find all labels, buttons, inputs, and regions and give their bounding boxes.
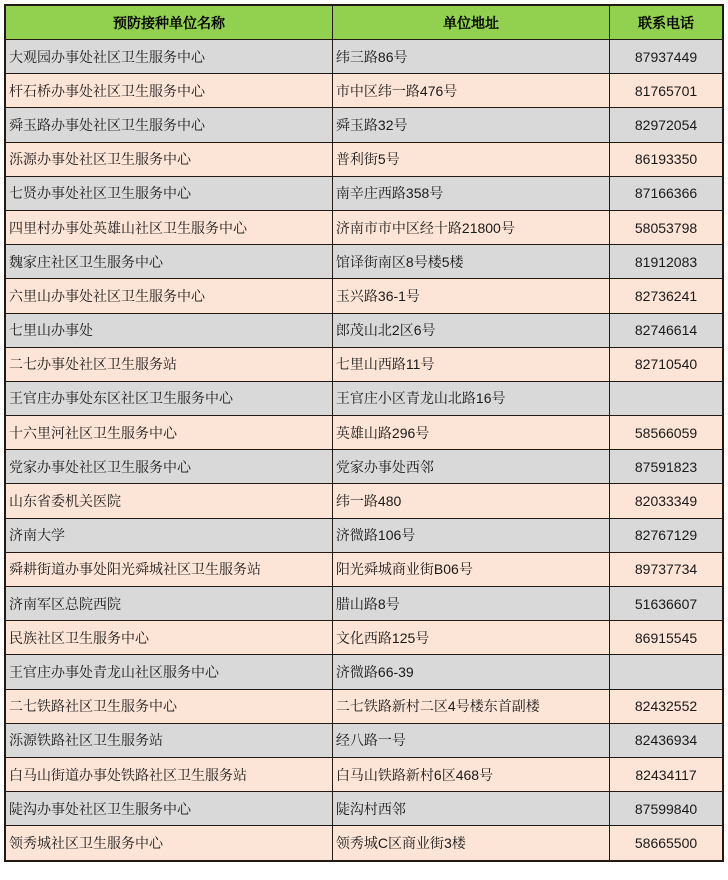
table-row	[5, 723, 723, 757]
unit-address-cell: 七里山西路11号	[332, 347, 609, 381]
unit-name-cell: 七贤办事处社区卫生服务中心	[5, 176, 332, 210]
unit-name-cell: 党家办事处社区卫生服务中心	[5, 450, 332, 484]
contact-phone-cell: 89737734	[610, 552, 723, 586]
table-header-row	[5, 5, 723, 40]
table-row	[5, 313, 723, 347]
unit-name-cell: 泺源办事处社区卫生服务中心	[5, 142, 332, 176]
unit-name-cell: 四里村办事处英雄山社区卫生服务中心	[5, 210, 332, 244]
header-contact-phone: 联系电话	[610, 5, 723, 40]
contact-phone-cell: 82746614	[610, 313, 723, 347]
unit-address-cell: 济微路106号	[332, 518, 609, 552]
unit-name-cell: 舜玉路办事处社区卫生服务中心	[5, 108, 332, 142]
table-row	[5, 381, 723, 415]
table-row	[5, 655, 723, 689]
contact-phone-cell: 51636607	[610, 587, 723, 621]
table-row	[5, 40, 723, 74]
contact-phone-cell: 87599840	[610, 792, 723, 826]
unit-address-cell: 文化西路125号	[332, 621, 609, 655]
unit-address-cell: 王官庄小区青龙山北路16号	[332, 381, 609, 415]
unit-name-cell: 白马山街道办事处铁路社区卫生服务站	[5, 757, 332, 791]
table-row	[5, 484, 723, 518]
table-row	[5, 792, 723, 826]
table-row	[5, 621, 723, 655]
unit-name-cell: 二七办事处社区卫生服务站	[5, 347, 332, 381]
unit-name-cell: 魏家庄社区卫生服务中心	[5, 245, 332, 279]
contact-phone-cell: 58053798	[610, 210, 723, 244]
unit-address-cell: 郎茂山北2区6号	[332, 313, 609, 347]
table-row	[5, 757, 723, 791]
contact-phone-cell: 82436934	[610, 723, 723, 757]
unit-name-cell: 山东省委机关医院	[5, 484, 332, 518]
contact-phone-cell: 58665500	[610, 826, 723, 861]
table-row	[5, 826, 723, 861]
table-row	[5, 245, 723, 279]
contact-phone-cell: 81765701	[610, 74, 723, 108]
unit-address-cell: 济微路66-39	[332, 655, 609, 689]
unit-address-cell: 南辛庄西路358号	[332, 176, 609, 210]
contact-phone-cell: 87591823	[610, 450, 723, 484]
vaccination-units-table	[4, 4, 724, 862]
contact-phone-cell	[610, 655, 723, 689]
unit-address-cell: 阳光舜城商业街B06号	[332, 552, 609, 586]
header-unit-address: 单位地址	[332, 5, 609, 40]
unit-address-cell: 白马山铁路新村6区468号	[332, 757, 609, 791]
unit-name-cell: 舜耕街道办事处阳光舜城社区卫生服务站	[5, 552, 332, 586]
table-row	[5, 416, 723, 450]
contact-phone-cell	[610, 381, 723, 415]
unit-address-cell: 市中区纬一路476号	[332, 74, 609, 108]
unit-name-cell: 六里山办事处社区卫生服务中心	[5, 279, 332, 313]
unit-address-cell: 纬三路86号	[332, 40, 609, 74]
unit-address-cell: 二七铁路新村二区4号楼东首副楼	[332, 689, 609, 723]
table-row	[5, 74, 723, 108]
contact-phone-cell: 82432552	[610, 689, 723, 723]
table-row	[5, 142, 723, 176]
unit-address-cell: 馆译街南区8号楼5楼	[332, 245, 609, 279]
table-row	[5, 587, 723, 621]
contact-phone-cell: 81912083	[610, 245, 723, 279]
contact-phone-cell: 58566059	[610, 416, 723, 450]
table-row	[5, 279, 723, 313]
unit-name-cell: 二七铁路社区卫生服务中心	[5, 689, 332, 723]
unit-address-cell: 陡沟村西邻	[332, 792, 609, 826]
unit-name-cell: 十六里河社区卫生服务中心	[5, 416, 332, 450]
contact-phone-cell: 86915545	[610, 621, 723, 655]
unit-address-cell: 英雄山路296号	[332, 416, 609, 450]
unit-name-cell: 陡沟办事处社区卫生服务中心	[5, 792, 332, 826]
table-row	[5, 450, 723, 484]
unit-name-cell: 杆石桥办事处社区卫生服务中心	[5, 74, 332, 108]
table-row	[5, 347, 723, 381]
unit-address-cell: 纬一路480	[332, 484, 609, 518]
table-row	[5, 108, 723, 142]
unit-name-cell: 济南大学	[5, 518, 332, 552]
unit-address-cell: 济南市市中区经十路21800号	[332, 210, 609, 244]
table-row	[5, 689, 723, 723]
table-row	[5, 210, 723, 244]
unit-name-cell: 济南军区总院西院	[5, 587, 332, 621]
unit-name-cell: 七里山办事处	[5, 313, 332, 347]
unit-address-cell: 腊山路8号	[332, 587, 609, 621]
unit-address-cell: 领秀城C区商业街3楼	[332, 826, 609, 861]
contact-phone-cell: 82972054	[610, 108, 723, 142]
contact-phone-cell: 86193350	[610, 142, 723, 176]
unit-name-cell: 民族社区卫生服务中心	[5, 621, 332, 655]
table-row	[5, 552, 723, 586]
unit-address-cell: 普利街5号	[332, 142, 609, 176]
contact-phone-cell: 82434117	[610, 757, 723, 791]
unit-name-cell: 大观园办事处社区卫生服务中心	[5, 40, 332, 74]
unit-address-cell: 党家办事处西邻	[332, 450, 609, 484]
contact-phone-cell: 82710540	[610, 347, 723, 381]
unit-name-cell: 王官庄办事处东区社区卫生服务中心	[5, 381, 332, 415]
table-body	[5, 40, 723, 861]
unit-address-cell: 舜玉路32号	[332, 108, 609, 142]
header-unit-name: 预防接种单位名称	[5, 5, 332, 40]
table-row	[5, 518, 723, 552]
contact-phone-cell: 82767129	[610, 518, 723, 552]
contact-phone-cell: 82033349	[610, 484, 723, 518]
unit-name-cell: 领秀城社区卫生服务中心	[5, 826, 332, 861]
unit-address-cell: 经八路一号	[332, 723, 609, 757]
contact-phone-cell: 82736241	[610, 279, 723, 313]
unit-address-cell: 玉兴路36-1号	[332, 279, 609, 313]
table-row	[5, 176, 723, 210]
unit-name-cell: 泺源铁路社区卫生服务站	[5, 723, 332, 757]
unit-name-cell: 王官庄办事处青龙山社区服务中心	[5, 655, 332, 689]
contact-phone-cell: 87166366	[610, 176, 723, 210]
contact-phone-cell: 87937449	[610, 40, 723, 74]
